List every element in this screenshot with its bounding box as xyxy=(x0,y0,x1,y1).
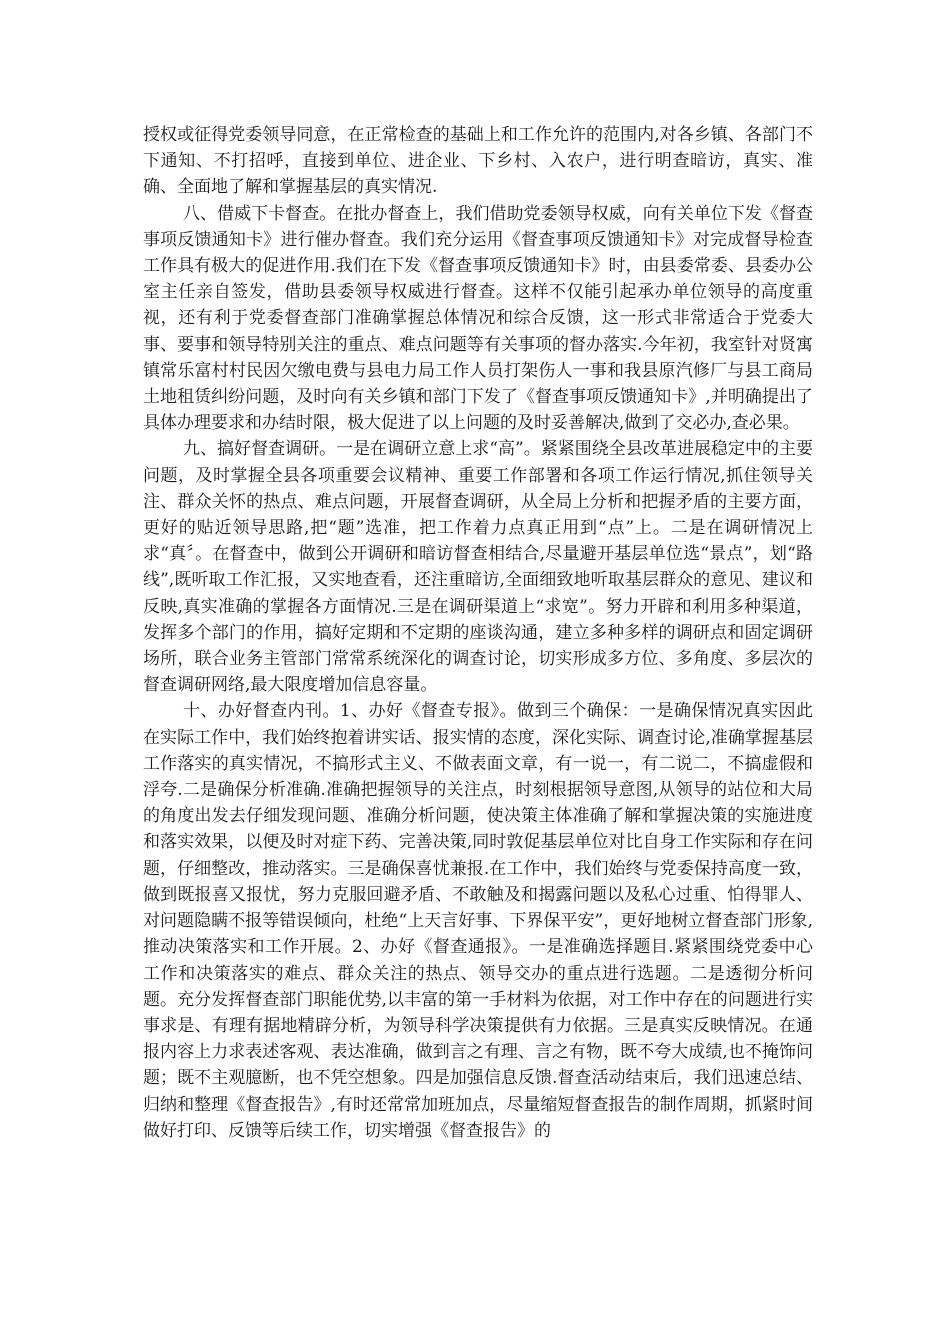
paragraph-section-9: 九、搞好督查调研。一是在调研立意上求“高”。紧紧围绕全县改革进展稳定中的主要问题，及时掌握全县各项重要会议精神、重要工作部署和各项工作运行情况,抓住领导关注、群众关怀的热点、难点问题，开展督查调研，从全局上分析和把握矛盾的主要方面，更好的贴近领导思路,把“题”选准，把工作着力点真正用到“点”上。二是在调研情况上求“真〞。在督查中，做到公开调研和暗访督查相结合,尽量避开基层单位选“景点”，划“路线”,既听取工作汇报，又实地查看，还注重暗访,全面细致地听取基层群众的意见、建议和反映,真实准确的掌握各方面情况.三是在调研渠道上“求宽”。努力开辟和利用多种渠道，发挥多个部门的作用，搞好定期和不定期的座谈沟通，建立多种多样的调研点和固定调研场所，联合业务主管部门常常系统深化的调查讨论，切实形成多方位、多角度、多层次的督查调研网络,最大限度增加信息容量。 xyxy=(143,439,813,696)
paragraph-section-10: 十、办好督查内刊。1、办好《督查专报》。做到三个确保：一是确保情况真实因此在实际工作中，我们始终抱着讲实话、报实情的态度，深化实际、调查讨论,准确掌握基层工作落实的真实情况，不搞形式主义、不做表面文章，有一说一，有二说二，不搞虚假和浮夸.二是确保分析准确.准确把握领导的关注点，时刻根据领导意图,从领导的站位和大局的角度出发去仔细发现问题、准确分析问题，使决策主体准确了解和掌握决策的实施进度和落实效果，以便及时对症下药、完善决策,同时敦促基层单位对比自身工作实际和存在问题，仔细整改，推动落实。三是确保喜忧兼报.在工作中，我们始终与党委保持高度一致，做到既报喜又报忧，努力克服回避矛盾、不敢触及和揭露问题以及私心过重、怕得罪人、对问题隐瞒不报等错误倾向，杜绝“上天言好事、下界保平安”，更好地树立督查部门形象,推动决策落实和工作开展。2、办好《督查通报》。一是准确选择题目.紧紧围绕党委中心工作和决策落实的难点、群众关注的热点、领导交办的重点进行选题。二是透彻分析问题。充分发挥督查部门职能优势,以丰富的第一手材料为依据，对工作中存在的问题进行实事求是、有理有据地精辟分析，为领导科学决策提供有力依据。三是真实反映情况。在通报内容上力求表述客观、表达准确，做到言之有理、言之有物，既不夸大成绩,也不掩饰问题；既不主观臆断，也不凭空想象。四是加强信息反馈.督查活动结束后，我们迅速总结、归纳和整理《督查报告》,有时还常常加班加点，尽量缩短督查报告的制作周期，抓紧时间做好打印、反馈等后续工作，切实增强《督查报告》的 xyxy=(143,701,813,1141)
document-body xyxy=(143,122,813,1144)
paragraph-section-8: 八、借威下卡督查。在批办督查上，我们借助党委领导权威，向有关单位下发《督查事项反馈通知卡》进行催办督查。我们充分运用《督查事项反馈通知卡》对完成督导检查工作具有极大的促进作用.我们在下发《督查事项反馈通知卡》时，由县委常委、县委办公室主任亲自签发，借助县委领导权威进行督查。这样不仅能引起承办单位领导的高度重视，还有利于党委督查部门准确掌握总体情况和综合反馈，这一形式非常适合于党委大事、要事和领导特别关注的重点、难点问题等有关事项的督办落实.今年初，我室针对贤寓镇常乐富村村民因欠缴电费与县电力局工作人员打架伤人一事和我县原汽修厂与县工商局土地租赁纠纷问题，及时向有关乡镇和部门下发了《督查事项反馈通知卡》,并明确提出了具体办理要求和办结时限，极大促进了以上问题的及时妥善解决,做到了交必办,查必果。 xyxy=(143,203,813,434)
paragraph-continuation: 授权或征得党委领导同意，在正常检查的基础上和工作允许的范围内,对各乡镇、各部门不下通知、不打招呼，直接到单位、进企业、下乡村、入农户，进行明查暗访，真实、准确、全面地了解和掌握基层的真实情况. xyxy=(143,125,813,198)
